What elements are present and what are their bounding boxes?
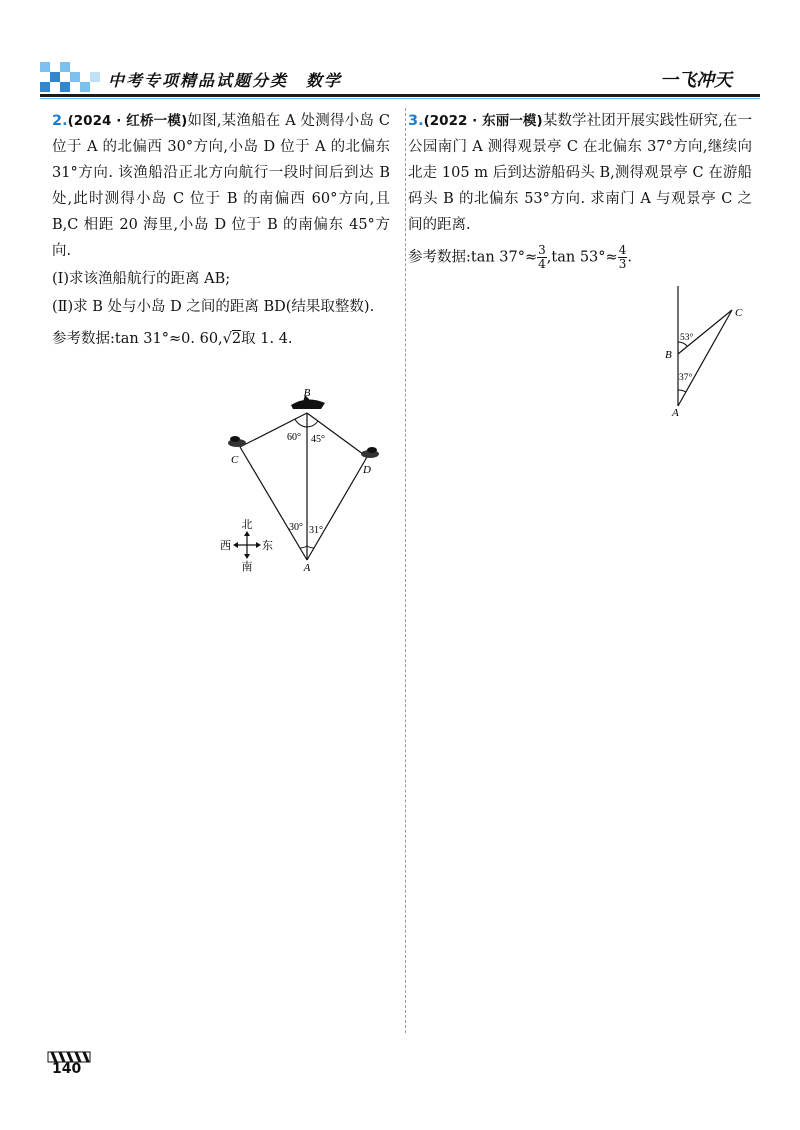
figure-question-2 xyxy=(215,385,395,575)
question-3-reference-data: 参考数据:tan 37°≈ $\frac{3}{4}$ ,tan 53°≈ $\frac{4}{3}$ . xyxy=(408,243,632,271)
question-3 xyxy=(408,108,752,271)
compass-west: 西 xyxy=(220,540,231,552)
series-title: 中考专项精品试题分类 xyxy=(108,71,289,90)
question-body: 某数学社团开展实践性研究,在一公园南门 A 测得观景亭 C 在北偏东 37°方向,继续向北走 105 m 后到达游船码头 B,测得观景亭 C 在游船码头 B 的北偏东 53°方向. 求南门 A 与观景亭 C 之间的距离. xyxy=(408,113,752,233)
angle-arc-A xyxy=(678,390,686,392)
angle-arc-A-right xyxy=(307,546,314,548)
question-number: 3. xyxy=(408,113,424,129)
question-body: 如图,某渔船在 A 处测得小岛 C 位于 A 的北偏西 30°方向,小岛 D 位于 A 的北偏东 31°方向. 该渔船沿正北方向航行一段时间后到达 B 处,此时测得小岛 C 位于 B 的南偏西 60°方向,且 B,C 相距 20 海里,小岛 D 位于 B 的南偏东 45°方向. xyxy=(52,113,390,259)
compass-north: 北 xyxy=(241,519,253,531)
segment-BC xyxy=(678,310,732,354)
compass-east: 东 xyxy=(262,540,273,552)
question-2-stem xyxy=(52,108,390,264)
question-2-part-2: (Ⅱ)求 B 处与小岛 D 之间的距离 BD(结果取整数). xyxy=(52,299,375,315)
label-B: B xyxy=(303,387,311,399)
checker-logo-icon xyxy=(40,62,100,92)
question-number: 2. xyxy=(52,113,68,129)
island-d-icon xyxy=(361,447,379,458)
segment-AC xyxy=(240,447,307,560)
label-A: A xyxy=(672,407,679,419)
angle-arc-B-left xyxy=(295,419,307,427)
column-divider xyxy=(405,108,406,1033)
question-2 xyxy=(52,108,390,352)
label-A: A xyxy=(303,562,311,574)
question-source: (2024 · 红桥一模) xyxy=(67,113,188,129)
angle-B-left: 60° xyxy=(287,432,301,443)
page-number-badge xyxy=(46,1058,94,1082)
header-rule xyxy=(40,94,760,97)
question-2-reference-data: 参考数据:tan 31°≈0. 60,√2取 1. 4. xyxy=(52,331,293,347)
compass-icon xyxy=(220,518,273,573)
label-B: B xyxy=(665,349,672,361)
question-source: (2022 · 东丽一模) xyxy=(423,113,543,129)
label-C: C xyxy=(735,307,743,319)
label-D: D xyxy=(363,464,371,476)
header-rule-accent xyxy=(40,98,760,99)
compass-south: 南 xyxy=(241,561,253,573)
page-number: 140 xyxy=(52,1061,82,1077)
segment-AD xyxy=(307,457,367,560)
label-C: C xyxy=(231,454,239,466)
angle-B: 53° xyxy=(680,333,694,343)
fraction-3-4: $\frac{3}{4}$ xyxy=(538,243,546,271)
island-c-icon xyxy=(228,436,246,447)
page-header xyxy=(40,58,760,98)
question-3-stem xyxy=(408,108,752,238)
angle-arc-B-right xyxy=(307,421,318,427)
brand-name: 一飞冲天 xyxy=(660,70,732,91)
angle-A-left: 30° xyxy=(289,522,303,533)
angle-A-right: 31° xyxy=(309,525,323,536)
angle-B-right: 45° xyxy=(311,434,325,445)
sqrt-symbol: √ xyxy=(222,331,232,347)
figure-question-3 xyxy=(660,282,750,422)
angle-A: 37° xyxy=(679,373,693,383)
question-2-part-1: (Ⅰ)求该渔船航行的距离 AB; xyxy=(52,271,231,287)
header-title xyxy=(108,68,342,91)
angle-arc-A-left xyxy=(300,546,307,548)
fraction-4-3: $\frac{4}{3}$ xyxy=(618,243,627,271)
subject-title: 数学 xyxy=(306,71,343,90)
sqrt-argument: 2 xyxy=(231,331,242,347)
